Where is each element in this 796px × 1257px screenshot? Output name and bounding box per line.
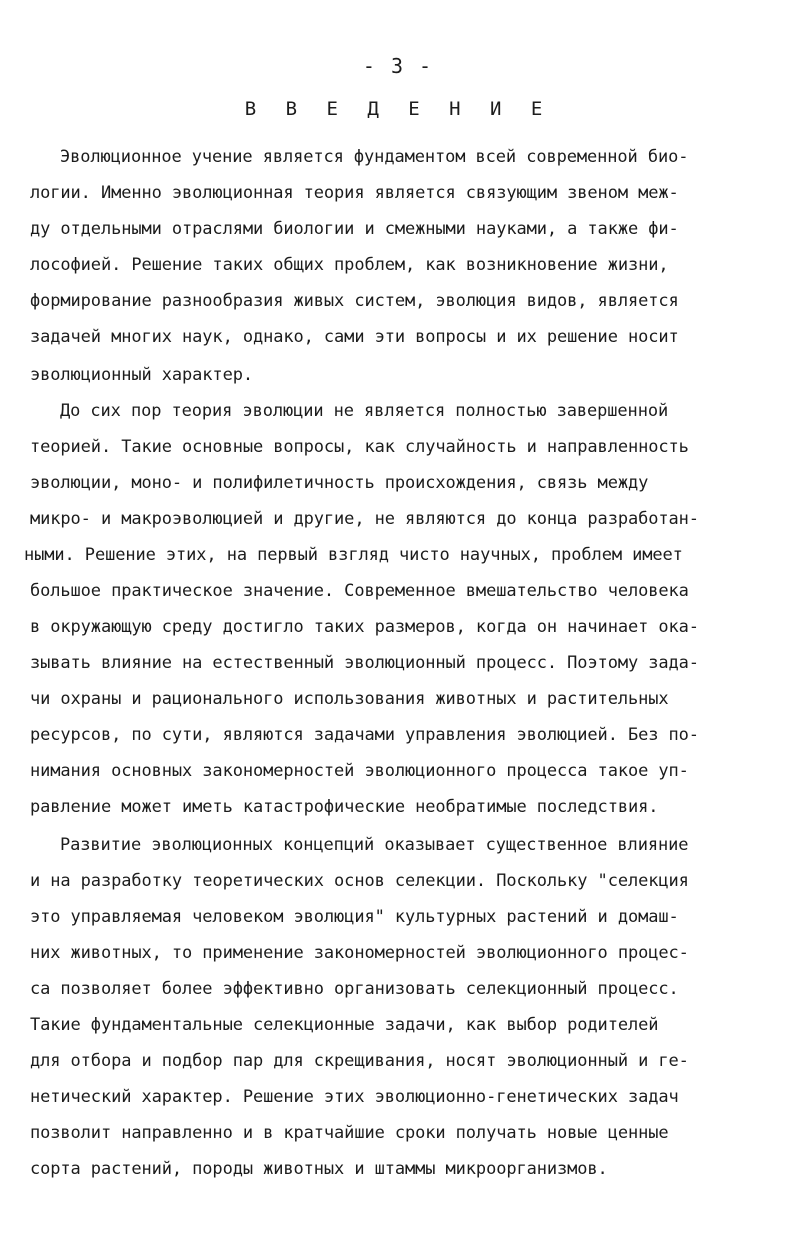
text-line: зывать влияние на естественный эволюционный процесс. Поэтому зада- [30, 653, 699, 673]
text-line: большое практическое значение. Современное вмешательство человека [30, 581, 689, 601]
text-line: нетический характер. Решение этих эволюционно-генетических задач [30, 1087, 679, 1107]
text-line: для отбора и подбор пар для скрещивания, носят эволюционный и ге- [30, 1051, 689, 1071]
text-line: формирование разнообразия живых систем, эволюция видов, является [30, 291, 679, 311]
text-line: ными. Решение этих, на первый взгляд чисто научных, проблем имеет [24, 545, 683, 565]
text-line: логии. Именно эволюционная теория является связующим звеном меж- [30, 183, 679, 203]
text-line: эволюционный характер. [30, 365, 253, 385]
text-line: равление может иметь катастрофические необратимые последствия. [30, 797, 659, 817]
text-line: са позволяет более эффективно организовать селекционный процесс. [30, 979, 679, 999]
text-line: Эволюционное учение является фундаментом всей современной био- [60, 147, 689, 167]
page-number: - 3 - [362, 54, 434, 78]
text-line: эволюции, моно- и полифилетичность происхождения, связь между [30, 473, 649, 493]
page-heading: В В Е Д Е Н И Е [244, 98, 552, 120]
text-line: позволит направленно и в кратчайшие сроки получать новые ценные [30, 1123, 669, 1143]
text-line: теорией. Такие основные вопросы, как случайность и направленность [30, 437, 689, 457]
text-line: нимания основных закономерностей эволюционного процесса такое уп- [30, 761, 689, 781]
text-line: них животных, то применение закономерностей эволюционного процес- [30, 943, 689, 963]
text-line: сорта растений, породы животных и штаммы микроорганизмов. [30, 1159, 608, 1179]
text-line: лософией. Решение таких общих проблем, как возникновение жизни, [30, 255, 669, 275]
text-line: чи охраны и рационального использования животных и растительных [30, 689, 669, 709]
text-line: задачей многих наук, однако, сами эти вопросы и их решение носит [30, 327, 679, 347]
text-line: в окружающую среду достигло таких размеров, когда он начинает ока- [30, 617, 699, 637]
text-line: Такие фундаментальные селекционные задачи, как выбор родителей [30, 1015, 659, 1035]
text-line: это управляемая человеком эволюция" культурных растений и домаш- [30, 907, 679, 927]
text-line: Развитие эволюционных концепций оказывает существенное влияние [60, 835, 689, 855]
text-line: ду отдельными отраслями биологии и смежными науками, а также фи- [30, 219, 679, 239]
text-line: До сих пор теория эволюции не является полностью завершенной [60, 401, 669, 421]
text-line: ресурсов, по сути, являются задачами управления эволюцией. Без по- [30, 725, 699, 745]
text-line: микро- и макроэволюцией и другие, не являются до конца разработан- [30, 509, 699, 529]
text-line: и на разработку теоретических основ селекции. Поскольку "селекция [30, 871, 689, 891]
